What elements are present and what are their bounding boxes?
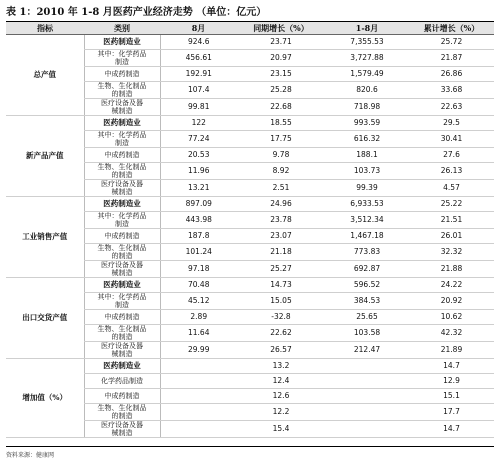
category-cell: 其中：化学药品 制造 (84, 293, 160, 310)
jan-aug-value-cell: 820.6 (325, 82, 409, 99)
category-cell: 医疗设备及器 械制造 (84, 180, 160, 197)
august-value-cell: 13.21 (160, 180, 237, 197)
cumulative-growth-cell: 30.41 (409, 131, 494, 148)
jan-aug-value-cell: 773.83 (325, 244, 409, 261)
category-cell: 中成药制造 (84, 389, 160, 404)
category-cell: 医疗设备及器 械制造 (84, 342, 160, 359)
header-yoy-growth: 同期增长（%） (237, 22, 325, 35)
cumulative-growth-cell: 10.62 (409, 310, 494, 325)
category-cell: 生物、生化制品 的制造 (84, 325, 160, 342)
category-cell: 医药制造业 (84, 278, 160, 293)
jan-aug-value-cell: 3,727.88 (325, 50, 409, 67)
bottom-rule (6, 446, 494, 447)
header-jan-aug: 1-8月 (325, 22, 409, 35)
yoy-growth-cell: 12.4 (237, 374, 325, 389)
header-category: 类别 (84, 22, 160, 35)
source-note: 资料来源：健康网 (6, 452, 55, 459)
yoy-growth-cell: 14.73 (237, 278, 325, 293)
cumulative-growth-cell: 26.86 (409, 67, 494, 82)
yoy-growth-cell: 18.55 (237, 116, 325, 131)
header-cumulative-growth: 累计增长（%） (409, 22, 494, 35)
category-cell: 生物、生化制品 的制造 (84, 404, 160, 421)
cumulative-growth-cell: 25.72 (409, 35, 494, 50)
yoy-growth-cell: 13.2 (237, 359, 325, 374)
august-value-cell: 187.8 (160, 229, 237, 244)
yoy-growth-cell: 22.62 (237, 325, 325, 342)
august-value-cell: 122 (160, 116, 237, 131)
table-row (6, 359, 494, 374)
august-value-cell: 97.18 (160, 261, 237, 278)
jan-aug-value-cell: 718.98 (325, 99, 409, 116)
cumulative-growth-cell: 21.89 (409, 342, 494, 359)
category-cell: 生物、生化制品 的制造 (84, 82, 160, 99)
yoy-growth-cell: 20.97 (237, 50, 325, 67)
jan-aug-value-cell: 103.73 (325, 163, 409, 180)
yoy-growth-cell: 12.2 (237, 404, 325, 421)
table-row (6, 197, 494, 212)
yoy-growth-cell: 23.71 (237, 35, 325, 50)
jan-aug-value-cell: 384.53 (325, 293, 409, 310)
indicator-label: 工业销售产值 (6, 197, 84, 278)
cumulative-growth-cell: 21.87 (409, 50, 494, 67)
yoy-growth-cell: 15.4 (237, 421, 325, 438)
yoy-growth-cell: 24.96 (237, 197, 325, 212)
yoy-growth-cell: 8.92 (237, 163, 325, 180)
yoy-growth-cell: 2.51 (237, 180, 325, 197)
august-value-cell (160, 374, 237, 389)
category-cell: 生物、生化制品 的制造 (84, 244, 160, 261)
jan-aug-value-cell: 103.58 (325, 325, 409, 342)
cumulative-growth-cell: 26.01 (409, 229, 494, 244)
yoy-growth-cell: 23.07 (237, 229, 325, 244)
yoy-growth-cell: 25.28 (237, 82, 325, 99)
jan-aug-value-cell: 188.1 (325, 148, 409, 163)
august-value-cell: 443.98 (160, 212, 237, 229)
yoy-growth-cell: 22.68 (237, 99, 325, 116)
yoy-growth-cell: -32.8 (237, 310, 325, 325)
table-row (6, 116, 494, 131)
cumulative-growth-cell: 24.22 (409, 278, 494, 293)
jan-aug-value-cell: 1,467.18 (325, 229, 409, 244)
yoy-growth-cell: 9.78 (237, 148, 325, 163)
indicator-label: 增加值（%） (6, 359, 84, 438)
category-cell: 医药制造业 (84, 359, 160, 374)
august-value-cell: 29.99 (160, 342, 237, 359)
table-title: 表 1：2010 年 1-8 月医药产业经济走势 （单位：亿元） (6, 7, 267, 18)
august-value-cell: 2.89 (160, 310, 237, 325)
cumulative-growth-cell: 14.7 (409, 421, 494, 438)
indicator-label: 总产值 (6, 35, 84, 116)
cumulative-growth-cell: 26.13 (409, 163, 494, 180)
table-row (6, 35, 494, 50)
cumulative-growth-cell: 33.68 (409, 82, 494, 99)
august-value-cell (160, 404, 237, 421)
category-cell: 生物、生化制品 的制造 (84, 163, 160, 180)
table-body (6, 35, 494, 438)
august-value-cell: 11.96 (160, 163, 237, 180)
august-value-cell: 45.12 (160, 293, 237, 310)
indicator-label: 新产品产值 (6, 116, 84, 197)
august-value-cell: 101.24 (160, 244, 237, 261)
yoy-growth-cell: 17.75 (237, 131, 325, 148)
cumulative-growth-cell: 14.7 (409, 359, 494, 374)
jan-aug-value-cell: 212.47 (325, 342, 409, 359)
jan-aug-value-cell: 596.52 (325, 278, 409, 293)
category-cell: 化学药品制造 (84, 374, 160, 389)
cumulative-growth-cell: 21.51 (409, 212, 494, 229)
yoy-growth-cell: 12.6 (237, 389, 325, 404)
yoy-growth-cell: 25.27 (237, 261, 325, 278)
header-row (6, 22, 494, 35)
jan-aug-value-cell: 6,933.53 (325, 197, 409, 212)
economic-data-table (6, 22, 494, 438)
jan-aug-value-cell (325, 421, 409, 438)
august-value-cell (160, 421, 237, 438)
yoy-growth-cell: 21.18 (237, 244, 325, 261)
category-cell: 其中：化学药品 制造 (84, 131, 160, 148)
header-august: 8月 (160, 22, 237, 35)
august-value-cell: 107.4 (160, 82, 237, 99)
august-value-cell: 11.64 (160, 325, 237, 342)
category-cell: 医疗设备及器 械制造 (84, 261, 160, 278)
august-value-cell: 20.53 (160, 148, 237, 163)
category-cell: 其中：化学药品 制造 (84, 50, 160, 67)
cumulative-growth-cell: 21.88 (409, 261, 494, 278)
category-cell: 中成药制造 (84, 148, 160, 163)
cumulative-growth-cell: 20.92 (409, 293, 494, 310)
august-value-cell: 924.6 (160, 35, 237, 50)
jan-aug-value-cell (325, 359, 409, 374)
cumulative-growth-cell: 42.32 (409, 325, 494, 342)
jan-aug-value-cell: 7,355.53 (325, 35, 409, 50)
august-value-cell: 897.09 (160, 197, 237, 212)
yoy-growth-cell: 23.15 (237, 67, 325, 82)
august-value-cell (160, 359, 237, 374)
august-value-cell (160, 389, 237, 404)
category-cell: 医疗设备及器 械制造 (84, 421, 160, 438)
yoy-growth-cell: 26.57 (237, 342, 325, 359)
august-value-cell: 456.61 (160, 50, 237, 67)
jan-aug-value-cell (325, 389, 409, 404)
cumulative-growth-cell: 29.5 (409, 116, 494, 131)
table-row (6, 278, 494, 293)
cumulative-growth-cell: 12.9 (409, 374, 494, 389)
jan-aug-value-cell: 1,579.49 (325, 67, 409, 82)
category-cell: 其中：化学药品 制造 (84, 212, 160, 229)
jan-aug-value-cell: 25.65 (325, 310, 409, 325)
category-cell: 中成药制造 (84, 310, 160, 325)
cumulative-growth-cell: 17.7 (409, 404, 494, 421)
cumulative-growth-cell: 25.22 (409, 197, 494, 212)
cumulative-growth-cell: 4.57 (409, 180, 494, 197)
category-cell: 医药制造业 (84, 197, 160, 212)
category-cell: 医药制造业 (84, 116, 160, 131)
yoy-growth-cell: 23.78 (237, 212, 325, 229)
jan-aug-value-cell: 3,512.34 (325, 212, 409, 229)
cumulative-growth-cell: 27.6 (409, 148, 494, 163)
jan-aug-value-cell: 692.87 (325, 261, 409, 278)
jan-aug-value-cell: 99.39 (325, 180, 409, 197)
august-value-cell: 192.91 (160, 67, 237, 82)
cumulative-growth-cell: 22.63 (409, 99, 494, 116)
yoy-growth-cell: 15.05 (237, 293, 325, 310)
august-value-cell: 99.81 (160, 99, 237, 116)
cumulative-growth-cell: 32.32 (409, 244, 494, 261)
cumulative-growth-cell: 15.1 (409, 389, 494, 404)
indicator-label: 出口交货产值 (6, 278, 84, 359)
jan-aug-value-cell (325, 404, 409, 421)
jan-aug-value-cell: 993.59 (325, 116, 409, 131)
category-cell: 中成药制造 (84, 229, 160, 244)
august-value-cell: 70.48 (160, 278, 237, 293)
jan-aug-value-cell: 616.32 (325, 131, 409, 148)
category-cell: 中成药制造 (84, 67, 160, 82)
category-cell: 医药制造业 (84, 35, 160, 50)
header-indicator: 指标 (6, 22, 84, 35)
jan-aug-value-cell (325, 374, 409, 389)
august-value-cell: 77.24 (160, 131, 237, 148)
category-cell: 医疗设备及器 械制造 (84, 99, 160, 116)
